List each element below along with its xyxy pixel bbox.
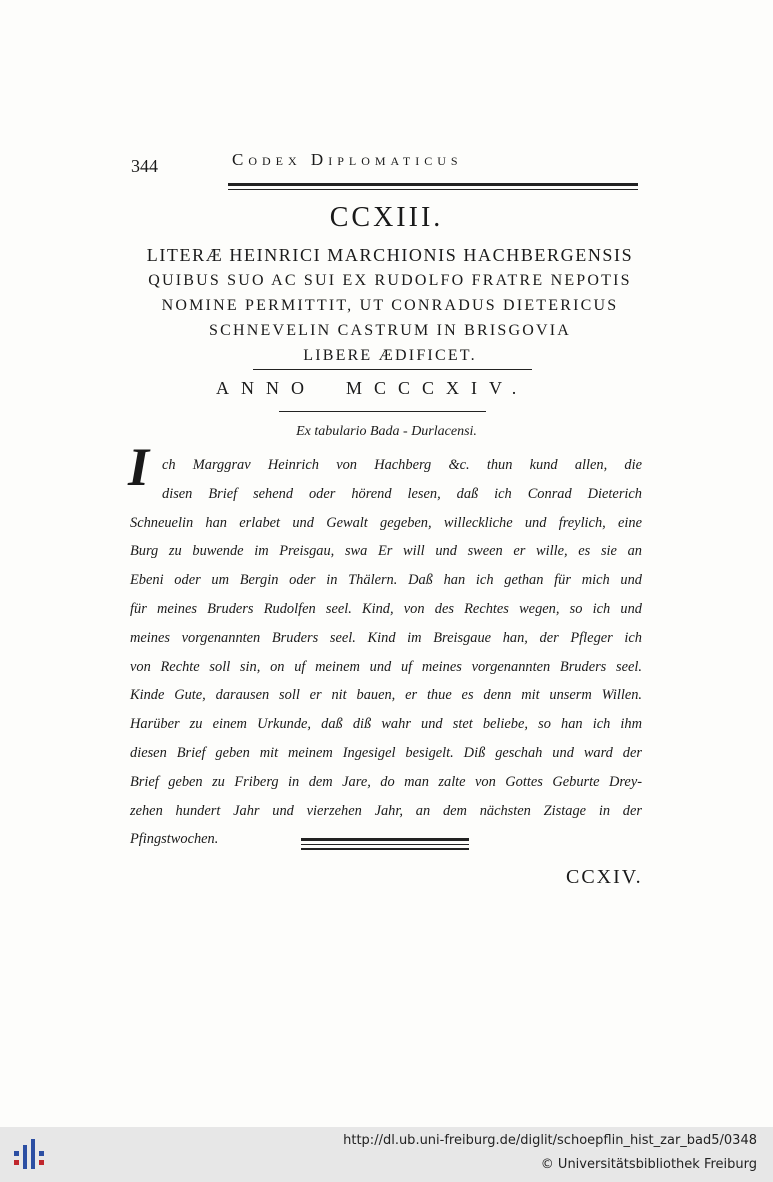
body-line: Pfingstwochen.	[130, 831, 219, 848]
header-rule-thick	[228, 183, 638, 186]
body-line: zehen hundert Jahr und vierzehen Jahr, an dem nächsten Zistage in der	[130, 802, 642, 819]
body-line: Kinde Gute, darausen soll er nit bauen, er thue es denn mit unserm Willen.	[130, 687, 642, 704]
body-line: diesen Brief geben mit meinem Ingesigel besigelt. Diß geschah und ward der	[130, 744, 642, 761]
body-line: disen Brief sehend oder hörend lesen, daß ich Conrad Dieterich	[162, 485, 642, 502]
title-line: LITERÆ HEINRICI MARCHIONIS HACHBERGENSIS	[146, 245, 634, 265]
body-line: Harüber zu einem Urkunde, daß diß wahr und stet beliebe, so han ich ihm	[130, 716, 642, 733]
end-rule-thick-2	[301, 848, 469, 850]
body-line: Ebeni oder um Bergin oder in Thälern. Daß han ich gethan für mich und	[130, 572, 642, 589]
body-line: für meines Bruders Rudolfen seel. Kind, von des Rechtes wegen, so ich und	[130, 600, 642, 617]
viewer-footer	[0, 1127, 773, 1182]
running-title: Codex Diplomaticus	[232, 150, 463, 169]
title-rule	[253, 369, 532, 370]
title-line: QUIBUS SUO AC SUI EX RUDOLFO FRATRE NEPOTIS	[148, 272, 632, 289]
anno-rule	[279, 411, 486, 412]
document-number: CCXIII.	[329, 202, 444, 233]
ub-freiburg-logo-icon[interactable]	[12, 1137, 50, 1173]
document-body	[130, 451, 642, 854]
copyright-notice: © Universitätsbibliothek Freiburg	[540, 1157, 757, 1172]
header-rule-thin	[228, 189, 638, 190]
drop-initial: I	[128, 437, 150, 497]
title-line: SCHNEVELIN CASTRUM IN BRISGOVIA	[209, 322, 571, 339]
body-line: meines vorgenannten Bruders seel. Kind im Breisgaue han, der Pfleger ich	[130, 629, 642, 646]
anno-year: MCCCXIV.	[346, 378, 529, 398]
title-line: LIBERE ÆDIFICET.	[303, 347, 477, 364]
body-line: ch Marggrav Heinrich von Hachberg &c. thun kund allen, die	[162, 457, 642, 473]
body-line: von Rechte soll sin, on uf meinem und uf meines vorgenannten Bruders seel.	[130, 658, 642, 675]
page-number: 344	[131, 156, 158, 176]
anno-line	[216, 378, 528, 399]
document-title	[120, 243, 660, 368]
anno-label: ANNO	[216, 378, 316, 398]
body-line: Brief geben zu Friberg in dem Jare, do man zalte von Gottes Geburte Drey-	[130, 773, 642, 790]
next-document-number: CCXIV.	[566, 866, 643, 888]
permalink-url[interactable]: http://dl.ub.uni-freiburg.de/diglit/schoepflin_hist_zar_bad5/0348	[343, 1133, 757, 1148]
source-note: Ex tabulario Bada - Durlacensi.	[296, 424, 477, 439]
body-line: Schneuelin han erlabet und Gewalt gegeben, willeckliche und freylich, eine	[130, 514, 642, 531]
title-line: NOMINE PERMITTIT, UT CONRADUS DIETERICUS	[161, 297, 619, 314]
end-rule-thick-1	[301, 838, 469, 841]
end-rule-thin	[301, 844, 469, 845]
body-line: Burg zu buwende im Preisgau, swa Er will und sween er wille, es sie an	[130, 543, 642, 560]
